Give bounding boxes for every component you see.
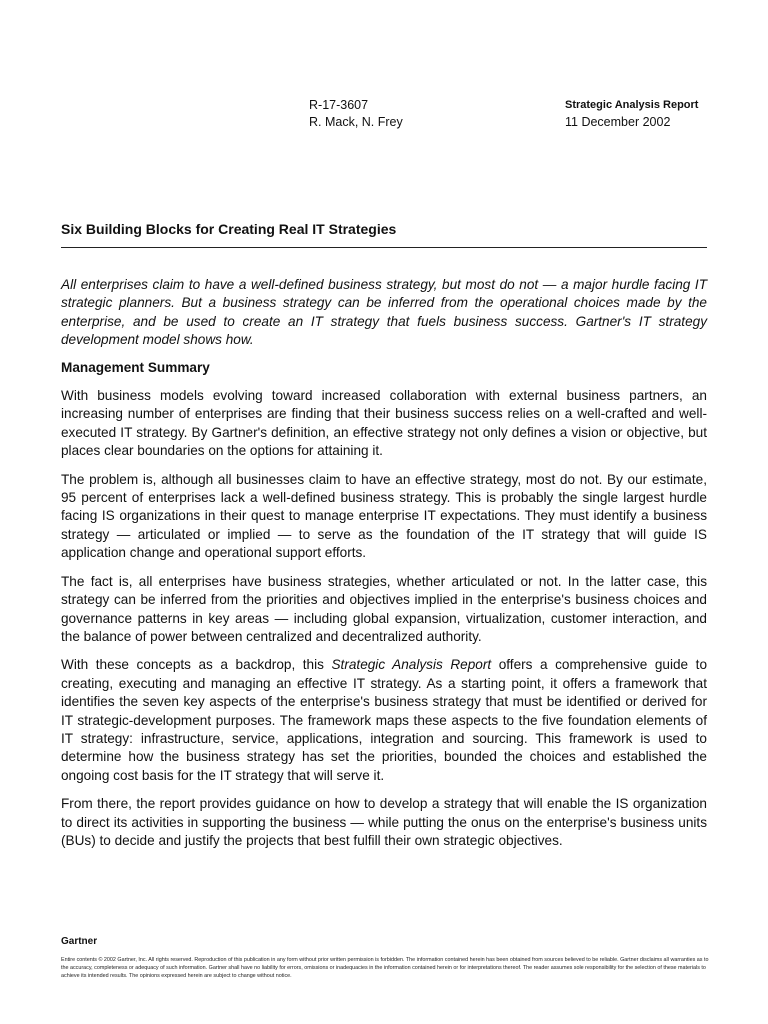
document-body [61, 276, 707, 860]
footer-brand: Gartner [61, 936, 98, 947]
copyright-notice: Entire contents © 2002 Gartner, Inc. All rights reserved. Reproduction of this publication in any form without prior written permission is forbidden. The information contained herein has been obtained from sources believed to be reliable. Gartner disclaims all warranties as to the accuracy, completeness or adequacy of such information. Gartner shall have no liability for errors, omissions or inadequacies in the information contained herein or for interpretations thereof. The reader assumes sole responsibility for the selection of these materials to achieve its intended results. The opinions expressed herein are subject to change without notice. [61, 957, 709, 979]
paragraph-text: With these concepts as a backdrop, this [61, 657, 332, 673]
paragraph: With business models evolving toward increased collaboration with external business partners, an increasing number of enterprises are finding that their business success relies on a well-crafted and well-executed IT strategy. By Gartner's definition, an effective strategy not only defines a vision or objective, but places clear boundaries on the options for attaining it. [61, 388, 707, 459]
section-heading: Management Summary [61, 359, 210, 375]
report-date: 11 December 2002 [565, 115, 671, 129]
paragraph: The fact is, all enterprises have business strategies, whether articulated or not. In the latter case, this strategy can be inferred from the priorities and objectives implied in the enterprise's business choices and governance patterns in key areas — including global expansion, virtualization, customer interaction, and the balance of power between centralized and decentralized authority. [61, 573, 707, 644]
paragraph: From there, the report provides guidance on how to develop a strategy that will enable the IS organization to direct its activities in supporting the business — while putting the onus on the enterprise's business units (BUs) to decide and justify the projects that best fulfill their own strategic objectives. [61, 796, 707, 848]
paragraph: The problem is, although all businesses claim to have an effective strategy, most do not. By our estimate, 95 percent of enterprises lack a well-defined business strategy. This is probably the single largest hurdle facing IS organizations in their quest to manage enterprise IT expectations. They must identify a business strategy — articulated or implied — to serve as the foundation of the IT strategy that will guide IS application change and operational support efforts. [61, 471, 707, 561]
paragraph [61, 656, 707, 785]
page-title: Six Building Blocks for Creating Real IT Strategies [61, 221, 707, 248]
abstract: All enterprises claim to have a well-defined business strategy, but most do not — a major hurdle facing IT strategic planners. But a business strategy can be inferred from the operational choices made by the enterprise, and be used to create an IT strategy that fuels business success. Gartner's IT strategy development model shows how. [61, 277, 707, 348]
document-authors: R. Mack, N. Frey [309, 115, 403, 129]
document-id-block [309, 97, 403, 131]
paragraph-text: offers a comprehensive guide to creating, executing and managing an effective IT strategy. As a starting point, it offers a framework that identifies the seven key aspects of the enterprise's business strategy that must be identified or derived for IT strategic-development purposes. The framework maps these aspects to the five foundation elements of IT strategy: infrastructure, service, applications, integration and sourcing. This framework is used to determine how the business strategy has set the priorities, bounded the choices and established the ongoing cost basis for the IT strategy that will serve it. [61, 657, 707, 783]
report-title-emphasis: Strategic Analysis Report [331, 657, 492, 673]
report-type: Strategic Analysis Report [565, 99, 699, 111]
document-meta-block [565, 97, 698, 131]
document-number: R-17-3607 [309, 98, 369, 112]
